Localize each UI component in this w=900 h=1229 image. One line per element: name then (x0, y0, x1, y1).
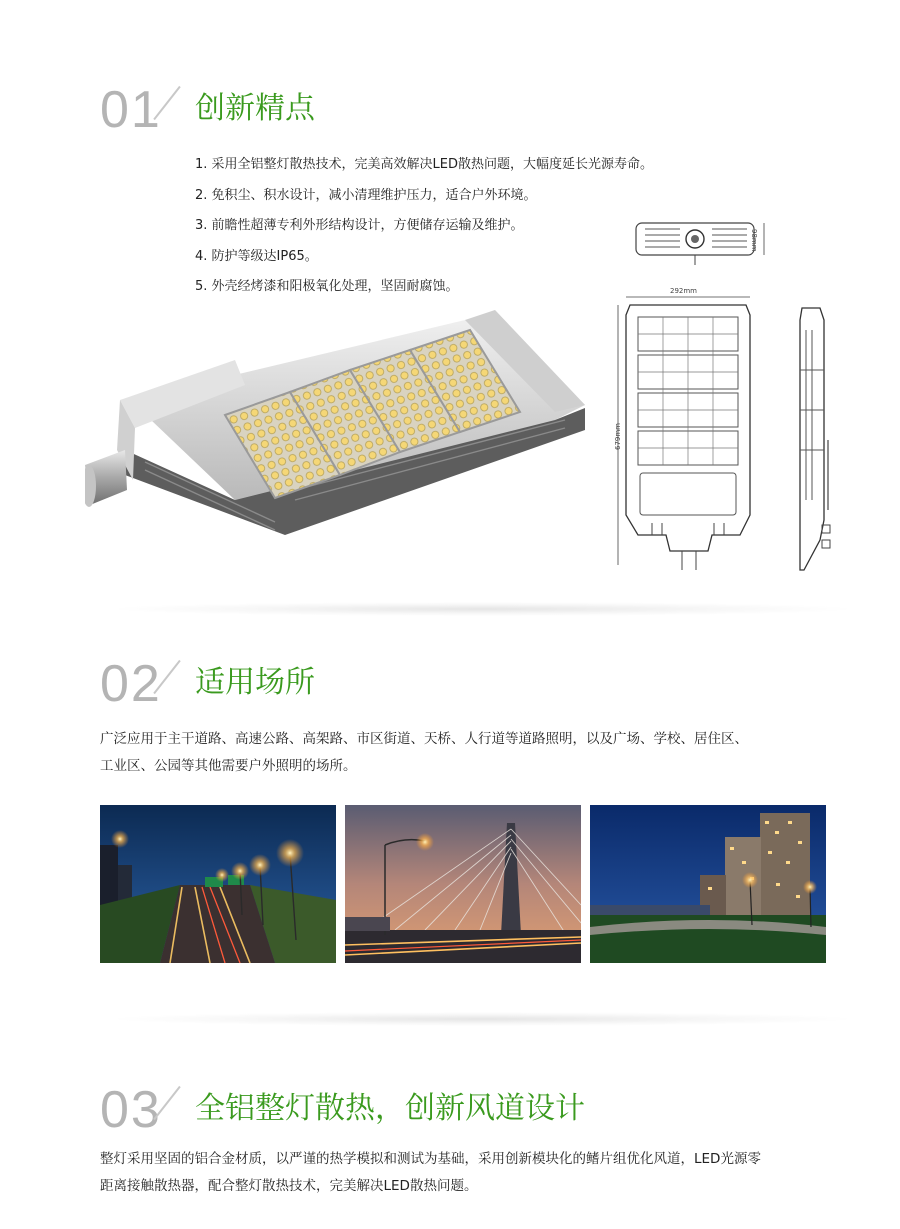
side-view-drawing (790, 300, 840, 575)
feature-item: 5. 外壳经烤漆和阳极氧化处理，坚固耐腐蚀。 (195, 279, 459, 294)
top-view-drawing (630, 215, 780, 270)
front-view-drawing (612, 285, 762, 575)
section-divider (115, 602, 850, 616)
section-title: 创新精点 (195, 91, 315, 126)
bridge-dusk-photo (345, 805, 581, 963)
paragraph-line: 工业区、公园等其他需要户外照明的场所。 (100, 758, 357, 774)
paragraph-line: 整灯采用坚固的铝合金材质，以严谨的热学模拟和测试为基础，采用创新模块化的鳍片组优化风道，LED光源零 (100, 1151, 761, 1167)
application-description (100, 726, 820, 780)
section-number: 01 (100, 81, 162, 139)
paragraph-line: 广泛应用于主干道路、高速公路、高架路、市区街道、天桥、人行道等道路照明，以及广场、学校、居住区、 (100, 731, 748, 747)
paragraph-line: 距离接触散热器，配合整灯散热技术，完美解决LED散热问题。 (100, 1178, 478, 1194)
highway-night-photo (100, 805, 336, 963)
waterfront-promenade-photo (590, 805, 826, 963)
depth-dimension-label: 98mm (750, 229, 758, 252)
feature-list (195, 150, 653, 303)
width-dimension-label: 292mm (670, 287, 697, 295)
street-light-product-image (85, 300, 595, 550)
heat-dissipation-description (100, 1146, 820, 1200)
section-title: 全铝整灯散热，创新风道设计 (195, 1091, 585, 1126)
feature-item: 2. 免积尘、积水设计，减小清理维护压力，适合户外环境。 (195, 187, 537, 203)
feature-item: 3. 前瞻性超薄专利外形结构设计，方便储存运输及维护。 (195, 218, 524, 233)
feature-item: 1. 采用全铝整灯散热技术，完美高效解决LED散热问题，大幅度延长光源寿命。 (195, 157, 654, 172)
height-dimension-label: 679mm (614, 423, 622, 450)
feature-item: 4. 防护等级达IP65。 (195, 248, 318, 264)
section-divider (115, 1012, 850, 1026)
section-number: 02 (100, 655, 162, 713)
section-number: 03 (100, 1081, 162, 1139)
section-title: 适用场所 (195, 665, 315, 700)
